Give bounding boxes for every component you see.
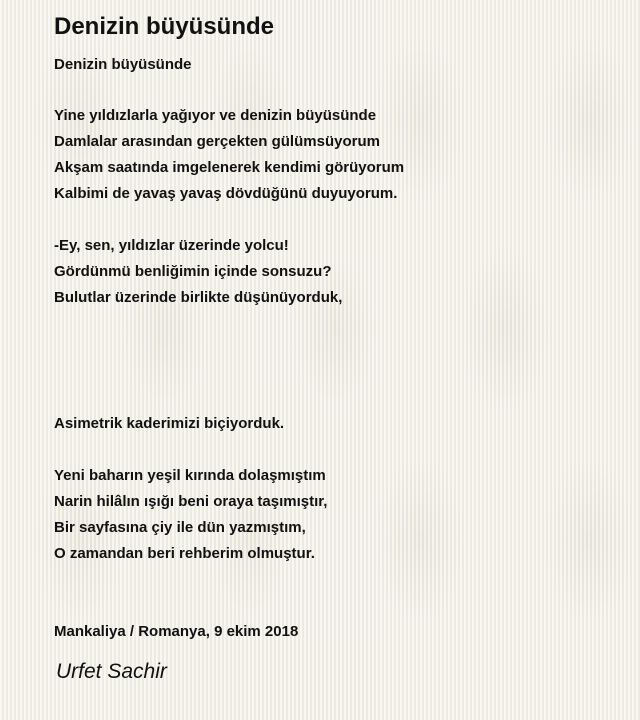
poem-line: Kalbimi de yavaş yavaş dövdüğünü duyuyorum. <box>54 185 398 202</box>
poem-line: Akşam saatında imgelenerek kendimi görüyorum <box>54 159 405 176</box>
poem-line: Gördünmü benliğimin içinde sonsuzu? <box>54 263 332 280</box>
poem-line: Asimetrik kaderimizi biçiyorduk. <box>54 415 285 432</box>
poem-line: Bir sayfasına çiy ile dün yazmıştım, <box>54 519 306 536</box>
place-date: Mankaliya / Romanya, 9 ekim 2018 <box>54 623 299 640</box>
poem-line: Bulutlar üzerinde birlikte düşünüyorduk, <box>54 289 343 306</box>
poem-line: Yeni baharın yeşil kırında dolaşmıştım <box>54 467 326 484</box>
poem-line: -Ey, sen, yıldızlar üzerinde yolcu! <box>54 237 289 254</box>
stanza-4 <box>54 463 327 567</box>
stanza-3 <box>54 411 284 437</box>
poem-line: Damlalar arasından gerçekten gülümsüyorum <box>54 133 380 150</box>
poem-line: O zamandan beri rehberim olmuştur. <box>54 545 315 562</box>
author-name: Urfet Sachir <box>56 660 167 683</box>
stanza-2 <box>54 233 342 311</box>
poem-line: Yine yıldızlarla yağıyor ve denizin büyüsünde <box>54 107 377 124</box>
poem-subtitle: Denizin büyüsünde <box>54 56 192 73</box>
poem-title: Denizin büyüsünde <box>54 13 275 40</box>
stanza-1 <box>54 103 404 207</box>
poem-line: Narin hilâlın ışığı beni oraya taşımıştır, <box>54 493 328 510</box>
